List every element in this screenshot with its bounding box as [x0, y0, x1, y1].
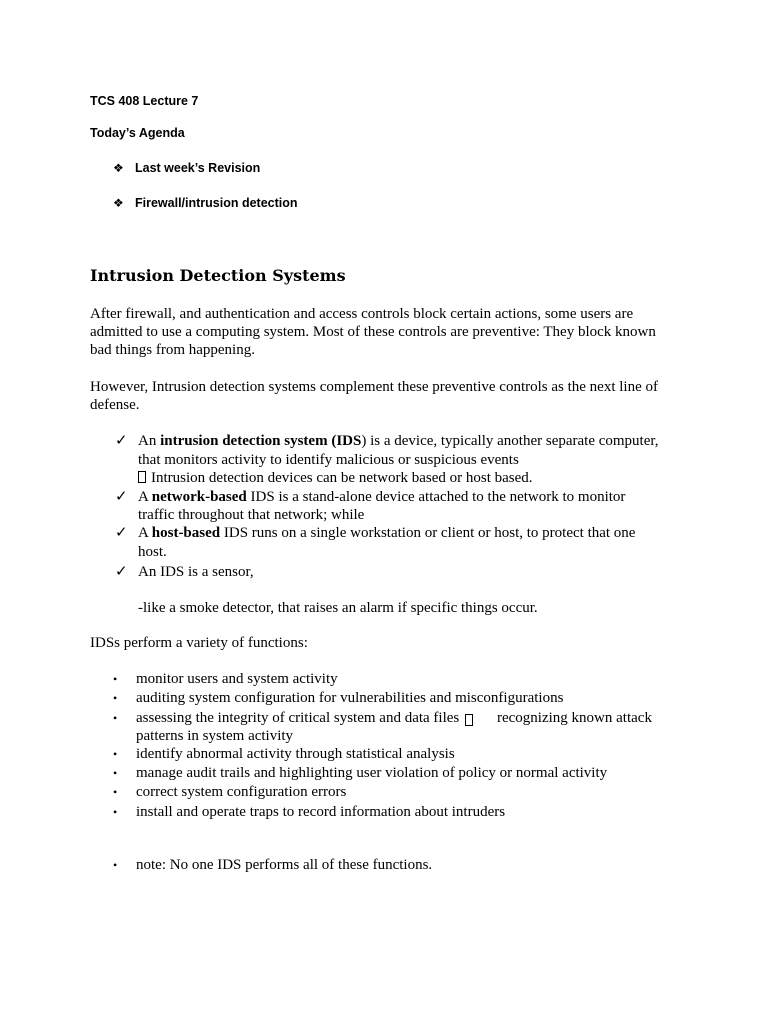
- note-item: note: No one IDS performs all of these functions.: [136, 857, 433, 873]
- agenda-title: Today’s Agenda: [90, 126, 185, 140]
- missing-glyph-icon: [138, 471, 146, 483]
- checkmark-icon: ✓: [115, 564, 128, 580]
- bullet-icon: •: [113, 766, 118, 780]
- bullet-icon: •: [113, 805, 118, 819]
- intro-paragraph: After firewall, and authentication and access controls block certain actions, some users are admitted to use a computing system. Most of these controls are preventive: They block known bad things from happening.: [90, 306, 656, 358]
- bullet-icon: •: [113, 711, 118, 725]
- checklist-item-continuation: traffic throughout that network; while: [138, 507, 365, 523]
- checklist-item: A host-based IDS runs on a single workstation or client or host, to protect that one: [138, 525, 636, 541]
- list-item: manage audit trails and highlighting user violation of policy or normal activity: [136, 765, 608, 781]
- checklist-item: A network-based IDS is a stand-alone device attached to the network to monitor: [138, 489, 626, 505]
- checklist-item-continuation: that monitors activity to identify malicious or suspicious events: [138, 452, 519, 468]
- bullet-icon: •: [113, 858, 118, 872]
- checkmark-icon: ✓: [115, 525, 128, 541]
- bullet-icon: •: [113, 785, 118, 799]
- diamond-bullet-icon: ❖: [113, 161, 124, 175]
- list-item: identify abnormal activity through statistical analysis: [136, 746, 455, 762]
- list-item: assessing the integrity of critical system and data files: [136, 710, 460, 726]
- course-title: TCS 408 Lecture 7: [90, 94, 199, 108]
- checklist-item-continuation: Intrusion detection devices can be network based or host based.: [138, 469, 533, 487]
- checklist-subtext: -like a smoke detector, that raises an alarm if specific things occur.: [138, 600, 538, 616]
- checklist-item-continuation: host.: [138, 544, 167, 560]
- bullet-icon: •: [113, 672, 118, 686]
- list-item-continuation: patterns in system activity: [136, 728, 294, 744]
- list-item: install and operate traps to record information about intruders: [136, 804, 506, 820]
- checkmark-icon: ✓: [115, 433, 128, 449]
- list-item: monitor users and system activity: [136, 671, 338, 687]
- checklist-item: An IDS is a sensor,: [138, 564, 254, 580]
- intro-paragraph-2: However, Intrusion detection systems complement these preventive controls as the next line of defense.: [90, 379, 658, 413]
- functions-intro: IDSs perform a variety of functions:: [90, 635, 308, 651]
- bullet-icon: •: [113, 747, 118, 761]
- list-item-continuation: recognizing known attack: [497, 710, 652, 726]
- agenda-item: Last week’s Revision: [135, 161, 261, 175]
- list-item: auditing system configuration for vulnerabilities and misconfigurations: [136, 690, 564, 706]
- diamond-bullet-icon: ❖: [113, 196, 124, 210]
- checkmark-icon: ✓: [115, 489, 128, 505]
- checklist-item: An intrusion detection system (IDS) is a device, typically another separate computer,: [138, 433, 659, 449]
- missing-glyph-icon: [465, 712, 478, 730]
- section-heading: Intrusion Detection Systems: [90, 266, 346, 285]
- agenda-item: Firewall/intrusion detection: [135, 196, 298, 210]
- bullet-icon: •: [113, 691, 118, 705]
- list-item: correct system configuration errors: [136, 784, 347, 800]
